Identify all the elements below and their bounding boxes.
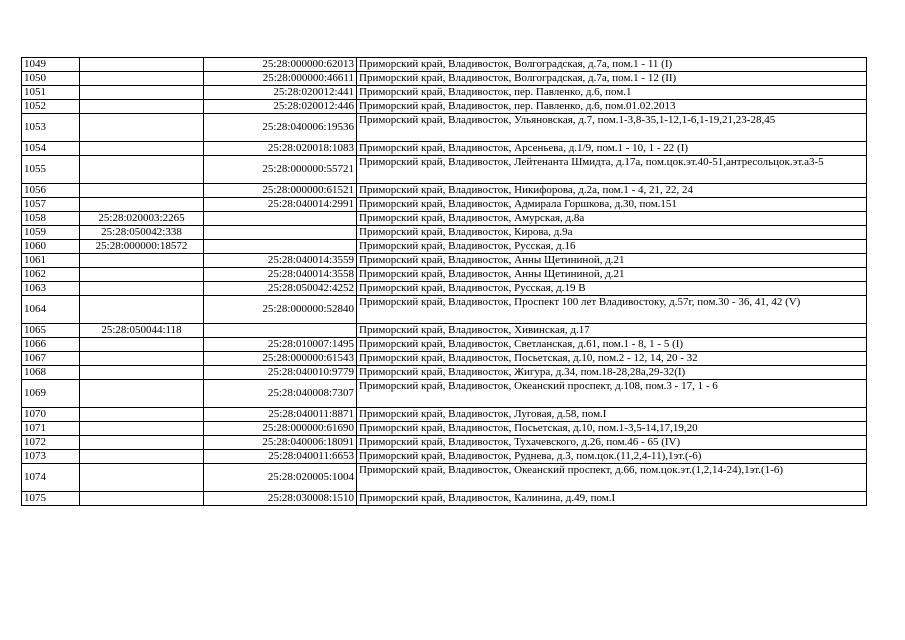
address: Приморский край, Владивосток, Тухачевского, д.26, пом.46 - 65 (IV) (357, 436, 867, 450)
cadastral-number (204, 240, 357, 254)
cadastral-number: 25:28:040014:3559 (204, 254, 357, 268)
row-number: 1060 (22, 240, 80, 254)
row-number: 1070 (22, 408, 80, 422)
address: Приморский край, Владивосток, Ульяновская, д.7, пом.1-3,8-35,1-12,1-6,1-19,21,23-28,45 (357, 114, 867, 142)
cadastral-number: 25:28:030008:1510 (204, 492, 357, 506)
table-row (22, 408, 867, 422)
table-row (22, 240, 867, 254)
address: Приморский край, Владивосток, Арсеньева, д.1/9, пом.1 - 10, 1 - 22 (I) (357, 142, 867, 156)
row-number: 1054 (22, 142, 80, 156)
table-row (22, 72, 867, 86)
previous-cadastral-number (80, 436, 204, 450)
cadastral-number: 25:28:010007:1495 (204, 338, 357, 352)
row-number: 1053 (22, 114, 80, 142)
cadastral-number: 25:28:020018:1083 (204, 142, 357, 156)
row-number: 1072 (22, 436, 80, 450)
address: Приморский край, Владивосток, Волгоградская, д.7а, пом.1 - 12 (II) (357, 72, 867, 86)
previous-cadastral-number (80, 86, 204, 100)
address: Приморский край, Владивосток, Калинина, д.49, пом.I (357, 492, 867, 506)
cadastral-number: 25:28:050042:4252 (204, 282, 357, 296)
address: Приморский край, Владивосток, Анны Щетининой, д.21 (357, 268, 867, 282)
address: Приморский край, Владивосток, Луговая, д.58, пом.I (357, 408, 867, 422)
cadastral-number: 25:28:040006:18091 (204, 436, 357, 450)
row-number: 1065 (22, 324, 80, 338)
address: Приморский край, Владивосток, Амурская, д.8а (357, 212, 867, 226)
cadastral-number: 25:28:000000:61690 (204, 422, 357, 436)
address: Приморский край, Владивосток, пер. Павленко, д.6, пом.1 (357, 86, 867, 100)
address: Приморский край, Владивосток, Хивинская, д.17 (357, 324, 867, 338)
previous-cadastral-number (80, 268, 204, 282)
row-number: 1067 (22, 352, 80, 366)
cadastral-number: 25:28:040010:9779 (204, 366, 357, 380)
address: Приморский край, Владивосток, Русская, д.16 (357, 240, 867, 254)
previous-cadastral-number (80, 282, 204, 296)
address: Приморский край, Владивосток, Адмирала Горшкова, д.30, пом.151 (357, 198, 867, 212)
row-number: 1052 (22, 100, 80, 114)
table-row (22, 436, 867, 450)
previous-cadastral-number (80, 422, 204, 436)
table-row (22, 100, 867, 114)
table-row (22, 380, 867, 408)
previous-cadastral-number (80, 450, 204, 464)
cadastral-number: 25:28:020012:441 (204, 86, 357, 100)
row-number: 1063 (22, 282, 80, 296)
address: Приморский край, Владивосток, пер. Павленко, д.6, пом.01.02.2013 (357, 100, 867, 114)
row-number: 1073 (22, 450, 80, 464)
previous-cadastral-number (80, 352, 204, 366)
address: Приморский край, Владивосток, Жигура, д.34, пом.18-28,28а,29-32(I) (357, 366, 867, 380)
row-number: 1062 (22, 268, 80, 282)
address: Приморский край, Владивосток, Кирова, д.9а (357, 226, 867, 240)
previous-cadastral-number: 25:28:050042:338 (80, 226, 204, 240)
previous-cadastral-number: 25:28:000000:18572 (80, 240, 204, 254)
table-row (22, 352, 867, 366)
previous-cadastral-number: 25:28:020003:2265 (80, 212, 204, 226)
cadastral-number: 25:28:020005:1004 (204, 464, 357, 492)
address: Приморский край, Владивосток, Волгоградская, д.7а, пом.1 - 11 (I) (357, 58, 867, 72)
table-row (22, 226, 867, 240)
cadastral-number (204, 324, 357, 338)
row-number: 1066 (22, 338, 80, 352)
row-number: 1058 (22, 212, 80, 226)
row-number: 1075 (22, 492, 80, 506)
previous-cadastral-number (80, 366, 204, 380)
table-row (22, 296, 867, 324)
previous-cadastral-number (80, 464, 204, 492)
cadastral-number: 25:28:000000:46611 (204, 72, 357, 86)
registry-table (21, 57, 867, 506)
table-row (22, 422, 867, 436)
previous-cadastral-number (80, 198, 204, 212)
table-row (22, 254, 867, 268)
address: Приморский край, Владивосток, Руднева, д.3, пом.цок.(11,2,4-11),1эт.(-6) (357, 450, 867, 464)
row-number: 1050 (22, 72, 80, 86)
table-row (22, 86, 867, 100)
table-row (22, 198, 867, 212)
table-row (22, 114, 867, 142)
table-row (22, 324, 867, 338)
address: Приморский край, Владивосток, Никифорова, д.2а, пом.1 - 4, 21, 22, 24 (357, 184, 867, 198)
cadastral-number (204, 226, 357, 240)
table-row (22, 492, 867, 506)
table-row (22, 366, 867, 380)
table-row (22, 268, 867, 282)
address: Приморский край, Владивосток, Посьетская, д.10, пом.1-3,5-14,17,19,20 (357, 422, 867, 436)
table-row (22, 58, 867, 72)
registry-table-body (22, 58, 867, 506)
previous-cadastral-number (80, 58, 204, 72)
row-number: 1059 (22, 226, 80, 240)
row-number: 1068 (22, 366, 80, 380)
address: Приморский край, Владивосток, Океанский проспект, д.66, пом.цок.эт.(1,2,14-24),1эт.(1-6) (357, 464, 867, 492)
previous-cadastral-number (80, 296, 204, 324)
table-row (22, 450, 867, 464)
cadastral-number: 25:28:040008:7307 (204, 380, 357, 408)
cadastral-number: 25:28:040006:19536 (204, 114, 357, 142)
previous-cadastral-number (80, 114, 204, 142)
row-number: 1057 (22, 198, 80, 212)
cadastral-number: 25:28:040014:3558 (204, 268, 357, 282)
previous-cadastral-number (80, 72, 204, 86)
address: Приморский край, Владивосток, Светланская, д.61, пом.1 - 8, 1 - 5 (I) (357, 338, 867, 352)
row-number: 1074 (22, 464, 80, 492)
cadastral-number: 25:28:000000:52840 (204, 296, 357, 324)
previous-cadastral-number (80, 100, 204, 114)
address: Приморский край, Владивосток, Анны Щетининой, д.21 (357, 254, 867, 268)
table-row (22, 142, 867, 156)
row-number: 1069 (22, 380, 80, 408)
table-row (22, 212, 867, 226)
table-row (22, 338, 867, 352)
previous-cadastral-number (80, 254, 204, 268)
address: Приморский край, Владивосток, Посьетская, д.10, пом.2 - 12, 14, 20 - 32 (357, 352, 867, 366)
row-number: 1055 (22, 156, 80, 184)
cadastral-number: 25:28:000000:62013 (204, 58, 357, 72)
table-row (22, 464, 867, 492)
cadastral-number: 25:28:000000:55721 (204, 156, 357, 184)
address: Приморский край, Владивосток, Проспект 100 лет Владивостоку, д.57г, пом.30 - 36, 41, 42 (V) (357, 296, 867, 324)
previous-cadastral-number (80, 380, 204, 408)
previous-cadastral-number (80, 156, 204, 184)
cadastral-number: 25:28:020012:446 (204, 100, 357, 114)
cadastral-number: 25:28:000000:61543 (204, 352, 357, 366)
previous-cadastral-number (80, 408, 204, 422)
cadastral-number: 25:28:040014:2991 (204, 198, 357, 212)
previous-cadastral-number (80, 142, 204, 156)
previous-cadastral-number (80, 184, 204, 198)
address: Приморский край, Владивосток, Русская, д.19 В (357, 282, 867, 296)
previous-cadastral-number (80, 492, 204, 506)
row-number: 1071 (22, 422, 80, 436)
cadastral-number: 25:28:040011:6653 (204, 450, 357, 464)
address: Приморский край, Владивосток, Лейтенанта Шмидта, д.17а, пом.цок.эт.40-51,антресольцок.эт.а3-5 (357, 156, 867, 184)
previous-cadastral-number (80, 338, 204, 352)
table-row (22, 184, 867, 198)
cadastral-number (204, 212, 357, 226)
address: Приморский край, Владивосток, Океанский проспект, д.108, пом.3 - 17, 1 - 6 (357, 380, 867, 408)
row-number: 1064 (22, 296, 80, 324)
row-number: 1056 (22, 184, 80, 198)
cadastral-number: 25:28:040011:8871 (204, 408, 357, 422)
row-number: 1051 (22, 86, 80, 100)
cadastral-number: 25:28:000000:61521 (204, 184, 357, 198)
row-number: 1061 (22, 254, 80, 268)
previous-cadastral-number: 25:28:050044:118 (80, 324, 204, 338)
table-row (22, 282, 867, 296)
table-row (22, 156, 867, 184)
row-number: 1049 (22, 58, 80, 72)
